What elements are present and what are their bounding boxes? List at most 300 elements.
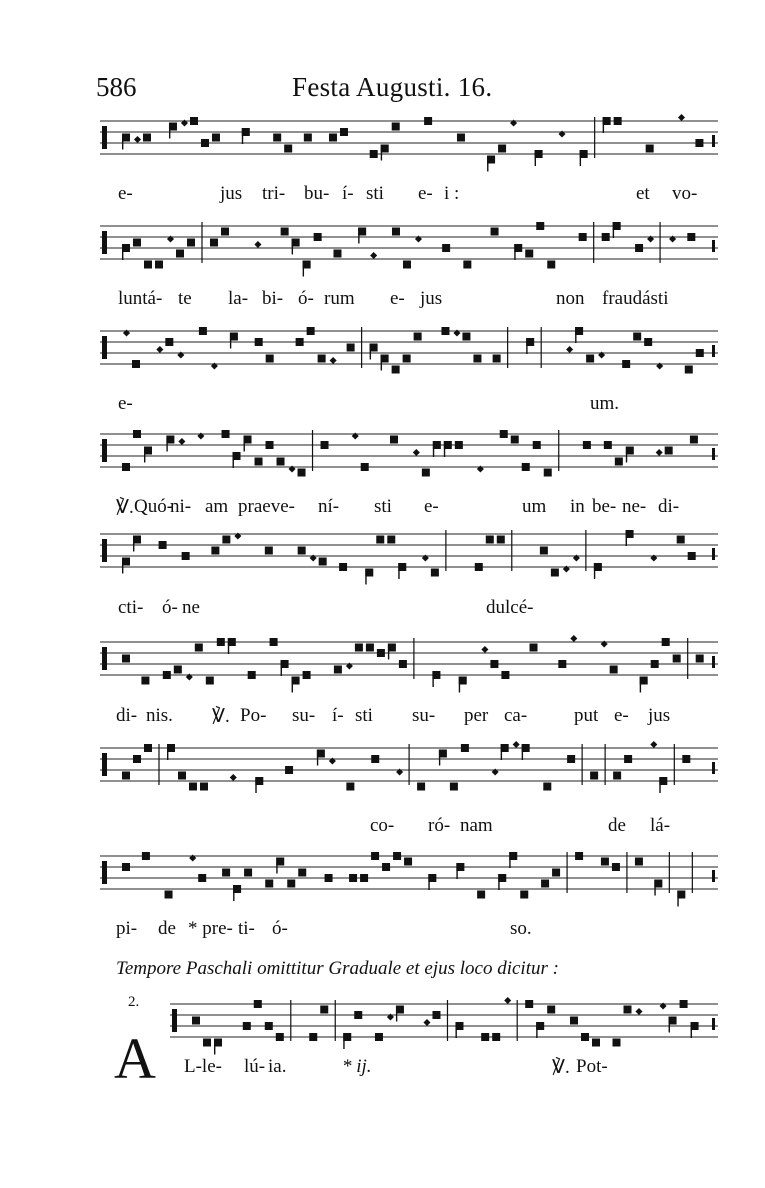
punctum-neume xyxy=(200,783,208,791)
punctum-neume xyxy=(320,1006,328,1014)
neume-stem xyxy=(501,744,502,760)
syllable: jus xyxy=(648,705,671,726)
neume-stem xyxy=(498,874,499,890)
punctum-neume xyxy=(612,1039,620,1047)
punctum-neume xyxy=(203,1039,211,1047)
punctum-neume xyxy=(525,250,533,258)
neume-stem xyxy=(455,1022,456,1038)
syllable: et xyxy=(636,183,650,204)
punctum-neume xyxy=(354,1011,362,1019)
punctum-neume xyxy=(673,655,681,663)
syllable: am xyxy=(205,496,229,517)
syllable: luntá- xyxy=(118,288,163,309)
syllable: e- xyxy=(418,183,433,204)
neume-stem xyxy=(233,885,234,901)
rhombus-neume xyxy=(413,449,420,456)
punctum-neume xyxy=(141,677,149,685)
punctum-neume xyxy=(387,536,395,544)
chant-number: 2. xyxy=(128,994,140,1010)
punctum-neume xyxy=(143,134,151,142)
punctum-neume xyxy=(284,145,292,153)
punctum-neume xyxy=(473,355,481,363)
punctum-neume xyxy=(304,134,312,142)
syllable: sti xyxy=(355,705,373,726)
rhombus-neume xyxy=(134,136,141,143)
syllable: cti- xyxy=(118,597,144,618)
punctum-neume xyxy=(592,1039,600,1047)
lyrics-line xyxy=(0,288,765,318)
punctum-neume xyxy=(371,852,379,860)
custos-icon xyxy=(712,345,715,357)
syllable: ní- xyxy=(318,496,340,517)
punctum-neume xyxy=(633,333,641,341)
punctum-neume xyxy=(583,441,591,449)
lyrics-line xyxy=(0,705,765,735)
punctum-neume xyxy=(133,755,141,763)
punctum-neume xyxy=(690,436,698,444)
rhombus-neume xyxy=(678,114,685,121)
punctum-neume xyxy=(163,671,171,679)
neume-stem xyxy=(398,563,399,579)
punctum-neume xyxy=(541,880,549,888)
punctum-neume xyxy=(417,783,425,791)
neume-stem xyxy=(603,117,604,133)
lyrics-line xyxy=(0,815,765,845)
punctum-neume xyxy=(298,547,306,555)
syllable: ne xyxy=(182,597,200,618)
clef-icon xyxy=(102,550,107,562)
punctum-neume xyxy=(217,638,225,646)
punctum-neume xyxy=(265,880,273,888)
custos-icon xyxy=(712,548,715,560)
staff-notation xyxy=(100,744,718,790)
punctum-neume xyxy=(533,441,541,449)
punctum-neume xyxy=(309,1033,317,1041)
neume-stem xyxy=(292,239,293,255)
clef-icon xyxy=(102,872,107,884)
punctum-neume xyxy=(221,228,229,236)
punctum-neume xyxy=(198,874,206,882)
punctum-neume xyxy=(211,547,219,555)
syllable: e- xyxy=(390,288,405,309)
syllable: nis. xyxy=(146,705,173,726)
punctum-neume xyxy=(303,671,311,679)
staff-notation xyxy=(100,222,718,268)
custos-icon xyxy=(712,135,715,147)
punctum-neume xyxy=(615,458,623,466)
syllable: ℣. xyxy=(212,706,230,727)
rhombus-neume xyxy=(423,1019,430,1026)
neume-stem xyxy=(691,1022,692,1038)
punctum-neume xyxy=(492,1033,500,1041)
music-staff xyxy=(100,327,718,373)
punctum-neume xyxy=(298,469,306,477)
syllable: ni- xyxy=(170,496,192,517)
punctum-neume xyxy=(677,536,685,544)
syllable: lá- xyxy=(650,815,671,836)
punctum-neume xyxy=(399,660,407,668)
syllable: put xyxy=(574,705,599,726)
punctum-neume xyxy=(442,244,450,252)
neume-stem xyxy=(381,355,382,371)
staff-notation xyxy=(100,638,718,684)
punctum-neume xyxy=(432,1011,440,1019)
syllable: Quó- xyxy=(134,496,174,517)
punctum-neume xyxy=(276,1033,284,1041)
neume-stem xyxy=(122,134,123,150)
syllable: di- xyxy=(658,496,680,517)
syllable: dulcé- xyxy=(486,597,534,618)
punctum-neume xyxy=(501,671,509,679)
neume-stem xyxy=(303,261,304,277)
page-number: 586 xyxy=(96,72,137,102)
punctum-neume xyxy=(461,744,469,752)
rhombus-neume xyxy=(370,252,377,259)
syllable: vo- xyxy=(672,183,698,204)
neume-stem xyxy=(133,536,134,552)
syllable: non xyxy=(556,288,585,309)
neume-stem xyxy=(230,333,231,349)
neume-stem xyxy=(594,563,595,579)
neume-stem xyxy=(228,638,229,654)
punctum-neume xyxy=(244,869,252,877)
lyrics-line xyxy=(0,183,765,213)
syllable: í- xyxy=(332,705,344,726)
punctum-neume xyxy=(377,649,385,657)
neume-stem xyxy=(487,156,488,172)
punctum-neume xyxy=(687,233,695,241)
syllable: Po- xyxy=(240,705,267,726)
syllable: ia. xyxy=(268,1056,287,1077)
syllable: * pre- xyxy=(188,918,233,939)
staff-notation xyxy=(100,327,718,373)
neume-stem xyxy=(535,150,536,166)
neume-stem xyxy=(613,222,614,238)
syllable: L-le- xyxy=(184,1056,222,1077)
syllable: ó- xyxy=(162,597,178,618)
neume-stem xyxy=(343,1033,344,1049)
neume-stem xyxy=(432,671,433,687)
punctum-neume xyxy=(270,638,278,646)
punctum-neume xyxy=(646,145,654,153)
syllable: um. xyxy=(590,393,620,414)
neume-stem xyxy=(526,338,527,354)
neume-stem xyxy=(365,569,366,585)
punctum-neume xyxy=(321,441,329,449)
punctum-neume xyxy=(165,891,173,899)
punctum-neume xyxy=(133,430,141,438)
punctum-neume xyxy=(132,360,140,368)
syllable: di- xyxy=(116,705,138,726)
punctum-neume xyxy=(651,660,659,668)
punctum-neume xyxy=(613,772,621,780)
punctum-neume xyxy=(547,261,555,269)
music-staff xyxy=(100,638,718,684)
punctum-neume xyxy=(334,666,342,674)
punctum-neume xyxy=(210,239,218,247)
neume-stem xyxy=(292,677,293,693)
custos-icon xyxy=(712,870,715,882)
neume-stem xyxy=(514,244,515,260)
music-staff xyxy=(100,852,718,898)
syllable: co- xyxy=(370,815,395,836)
neume-stem xyxy=(122,558,123,574)
punctum-neume xyxy=(610,666,618,674)
music-staff xyxy=(100,430,718,476)
punctum-neume xyxy=(318,355,326,363)
neume-stem xyxy=(536,1022,537,1038)
neume-stem xyxy=(509,852,510,868)
neume-stem xyxy=(276,858,277,874)
punctum-neume xyxy=(540,547,548,555)
neume-stem xyxy=(626,530,627,546)
syllable: ti- xyxy=(238,918,255,939)
punctum-neume xyxy=(604,441,612,449)
rhombus-neume xyxy=(230,774,237,781)
punctum-neume xyxy=(477,891,485,899)
punctum-neume xyxy=(329,134,337,142)
punctum-neume xyxy=(190,117,198,125)
syllable: de xyxy=(158,918,176,939)
syllable: be- xyxy=(592,496,617,517)
punctum-neume xyxy=(285,766,293,774)
punctum-neume xyxy=(142,852,150,860)
punctum-neume xyxy=(371,755,379,763)
music-staff xyxy=(170,1000,718,1046)
punctum-neume xyxy=(222,869,230,877)
punctum-neume xyxy=(520,891,528,899)
neume-stem xyxy=(626,447,627,463)
punctum-neume xyxy=(182,552,190,560)
punctum-neume xyxy=(551,569,559,577)
punctum-neume xyxy=(133,239,141,247)
syllable: ó- xyxy=(298,288,314,309)
punctum-neume xyxy=(393,852,401,860)
punctum-neume xyxy=(486,536,494,544)
syllable: tri- xyxy=(262,183,286,204)
punctum-neume xyxy=(212,134,220,142)
punctum-neume xyxy=(575,852,583,860)
punctum-neume xyxy=(340,128,348,136)
punctum-neume xyxy=(281,228,289,236)
neume-stem xyxy=(388,644,389,660)
punctum-neume xyxy=(635,244,643,252)
neume-stem xyxy=(428,874,429,890)
punctum-neume xyxy=(144,744,152,752)
punctum-neume xyxy=(287,880,295,888)
punctum-neume xyxy=(333,250,341,258)
punctum-neume xyxy=(122,655,130,663)
neume-stem xyxy=(396,1006,397,1022)
neume-stem xyxy=(167,744,168,760)
neume-stem xyxy=(317,750,318,766)
lyrics-line xyxy=(0,918,765,948)
punctum-neume xyxy=(491,228,499,236)
punctum-neume xyxy=(376,536,384,544)
syllable: e- xyxy=(614,705,629,726)
neume-stem xyxy=(459,677,460,693)
staff-notation xyxy=(100,852,718,898)
punctum-neume xyxy=(360,874,368,882)
punctum-neume xyxy=(662,638,670,646)
clef-icon xyxy=(102,647,107,659)
punctum-neume xyxy=(361,463,369,471)
punctum-neume xyxy=(665,447,673,455)
neume-stem xyxy=(255,777,256,793)
lyrics-line xyxy=(0,393,765,423)
punctum-neume xyxy=(623,1006,631,1014)
neume-stem xyxy=(169,123,170,139)
syllable: e- xyxy=(424,496,439,517)
punctum-neume xyxy=(122,463,130,471)
staff-notation xyxy=(100,117,718,163)
punctum-neume xyxy=(319,558,327,566)
punctum-neume xyxy=(382,863,390,871)
syllable: sti xyxy=(374,496,392,517)
neume-stem xyxy=(281,660,282,676)
punctum-neume xyxy=(500,430,508,438)
rhombus-neume xyxy=(656,449,663,456)
punctum-neume xyxy=(493,355,501,363)
punctum-neume xyxy=(414,333,422,341)
punctum-neume xyxy=(314,233,322,241)
custos-icon xyxy=(712,1018,715,1030)
punctum-neume xyxy=(392,228,400,236)
syllable: rum xyxy=(324,288,355,309)
punctum-neume xyxy=(457,134,465,142)
punctum-neume xyxy=(490,660,498,668)
neume-stem xyxy=(433,441,434,457)
syllable: ℣. xyxy=(552,1057,570,1078)
punctum-neume xyxy=(602,233,610,241)
syllable: fraudásti xyxy=(602,288,669,309)
punctum-neume xyxy=(586,355,594,363)
neume-stem xyxy=(439,750,440,766)
punctum-neume xyxy=(392,123,400,131)
syllable: jus xyxy=(220,183,243,204)
neume-stem xyxy=(144,447,145,463)
punctum-neume xyxy=(339,563,347,571)
punctum-neume xyxy=(159,541,167,549)
punctum-neume xyxy=(155,261,163,269)
rhombus-neume xyxy=(481,646,488,653)
custos-icon xyxy=(712,240,715,252)
punctum-neume xyxy=(122,772,130,780)
syllable: nam xyxy=(460,815,493,836)
punctum-neume xyxy=(622,360,630,368)
punctum-neume xyxy=(266,355,274,363)
rhombus-neume xyxy=(330,357,337,364)
punctum-neume xyxy=(431,569,439,577)
punctum-neume xyxy=(122,863,130,871)
clef-icon xyxy=(102,231,107,243)
punctum-neume xyxy=(195,644,203,652)
punctum-neume xyxy=(403,355,411,363)
punctum-neume xyxy=(570,1017,578,1025)
punctum-neume xyxy=(481,1033,489,1041)
music-staff xyxy=(100,744,718,790)
syllable: ró- xyxy=(428,815,451,836)
punctum-neume xyxy=(614,117,622,125)
punctum-neume xyxy=(567,755,575,763)
rubric-text: Tempore Paschali omittitur Graduale et ejus loco dicitur : xyxy=(116,958,559,979)
custos-icon xyxy=(712,656,715,668)
syllable: e- xyxy=(118,183,133,204)
punctum-neume xyxy=(404,858,412,866)
rhombus-neume xyxy=(254,241,261,248)
punctum-neume xyxy=(680,1000,688,1008)
punctum-neume xyxy=(307,327,315,335)
lyrics-line xyxy=(0,597,765,627)
punctum-neume xyxy=(579,233,587,241)
punctum-neume xyxy=(296,338,304,346)
clef-icon xyxy=(102,753,107,765)
punctum-neume xyxy=(277,458,285,466)
punctum-neume xyxy=(685,366,693,374)
rhombus-neume xyxy=(566,346,573,353)
lyrics-line xyxy=(0,496,765,526)
neume-stem xyxy=(456,863,457,879)
punctum-neume xyxy=(222,430,230,438)
punctum-neume xyxy=(682,755,690,763)
neume-stem xyxy=(677,891,678,907)
clef-icon xyxy=(102,242,107,254)
punctum-neume xyxy=(463,261,471,269)
punctum-neume xyxy=(441,327,449,335)
punctum-neume xyxy=(455,441,463,449)
punctum-neume xyxy=(422,469,430,477)
rhombus-neume xyxy=(635,1008,642,1015)
clef-icon xyxy=(102,450,107,462)
neume-stem xyxy=(233,452,234,468)
neume-stem xyxy=(242,128,243,144)
punctum-neume xyxy=(375,1033,383,1041)
syllable: í- xyxy=(342,183,354,204)
neume-stem xyxy=(575,327,576,343)
punctum-neume xyxy=(624,755,632,763)
neume-stem xyxy=(214,1039,215,1055)
clef-icon xyxy=(102,336,107,348)
syllable: ℣. xyxy=(116,497,134,518)
syllable: te xyxy=(178,288,192,309)
neume-stem xyxy=(166,436,167,452)
punctum-neume xyxy=(543,783,551,791)
punctum-neume xyxy=(462,333,470,341)
punctum-neume xyxy=(547,1006,555,1014)
punctum-neume xyxy=(544,469,552,477)
neume-stem xyxy=(580,150,581,166)
punctum-neume xyxy=(265,547,273,555)
syllable: ne- xyxy=(622,496,647,517)
clef-icon xyxy=(102,539,107,551)
music-staff xyxy=(100,117,718,163)
punctum-neume xyxy=(450,783,458,791)
syllable: bi- xyxy=(262,288,284,309)
punctum-neume xyxy=(255,458,263,466)
punctum-neume xyxy=(392,366,400,374)
punctum-neume xyxy=(424,117,432,125)
syllable: su- xyxy=(412,705,436,726)
rhombus-neume xyxy=(156,346,163,353)
punctum-neume xyxy=(498,145,506,153)
syllable: per xyxy=(464,705,489,726)
syllable: e- xyxy=(118,393,133,414)
punctum-neume xyxy=(192,1017,200,1025)
clef-icon xyxy=(102,764,107,776)
syllable: * ij. xyxy=(342,1056,372,1077)
punctum-neume xyxy=(522,463,530,471)
punctum-neume xyxy=(696,655,704,663)
